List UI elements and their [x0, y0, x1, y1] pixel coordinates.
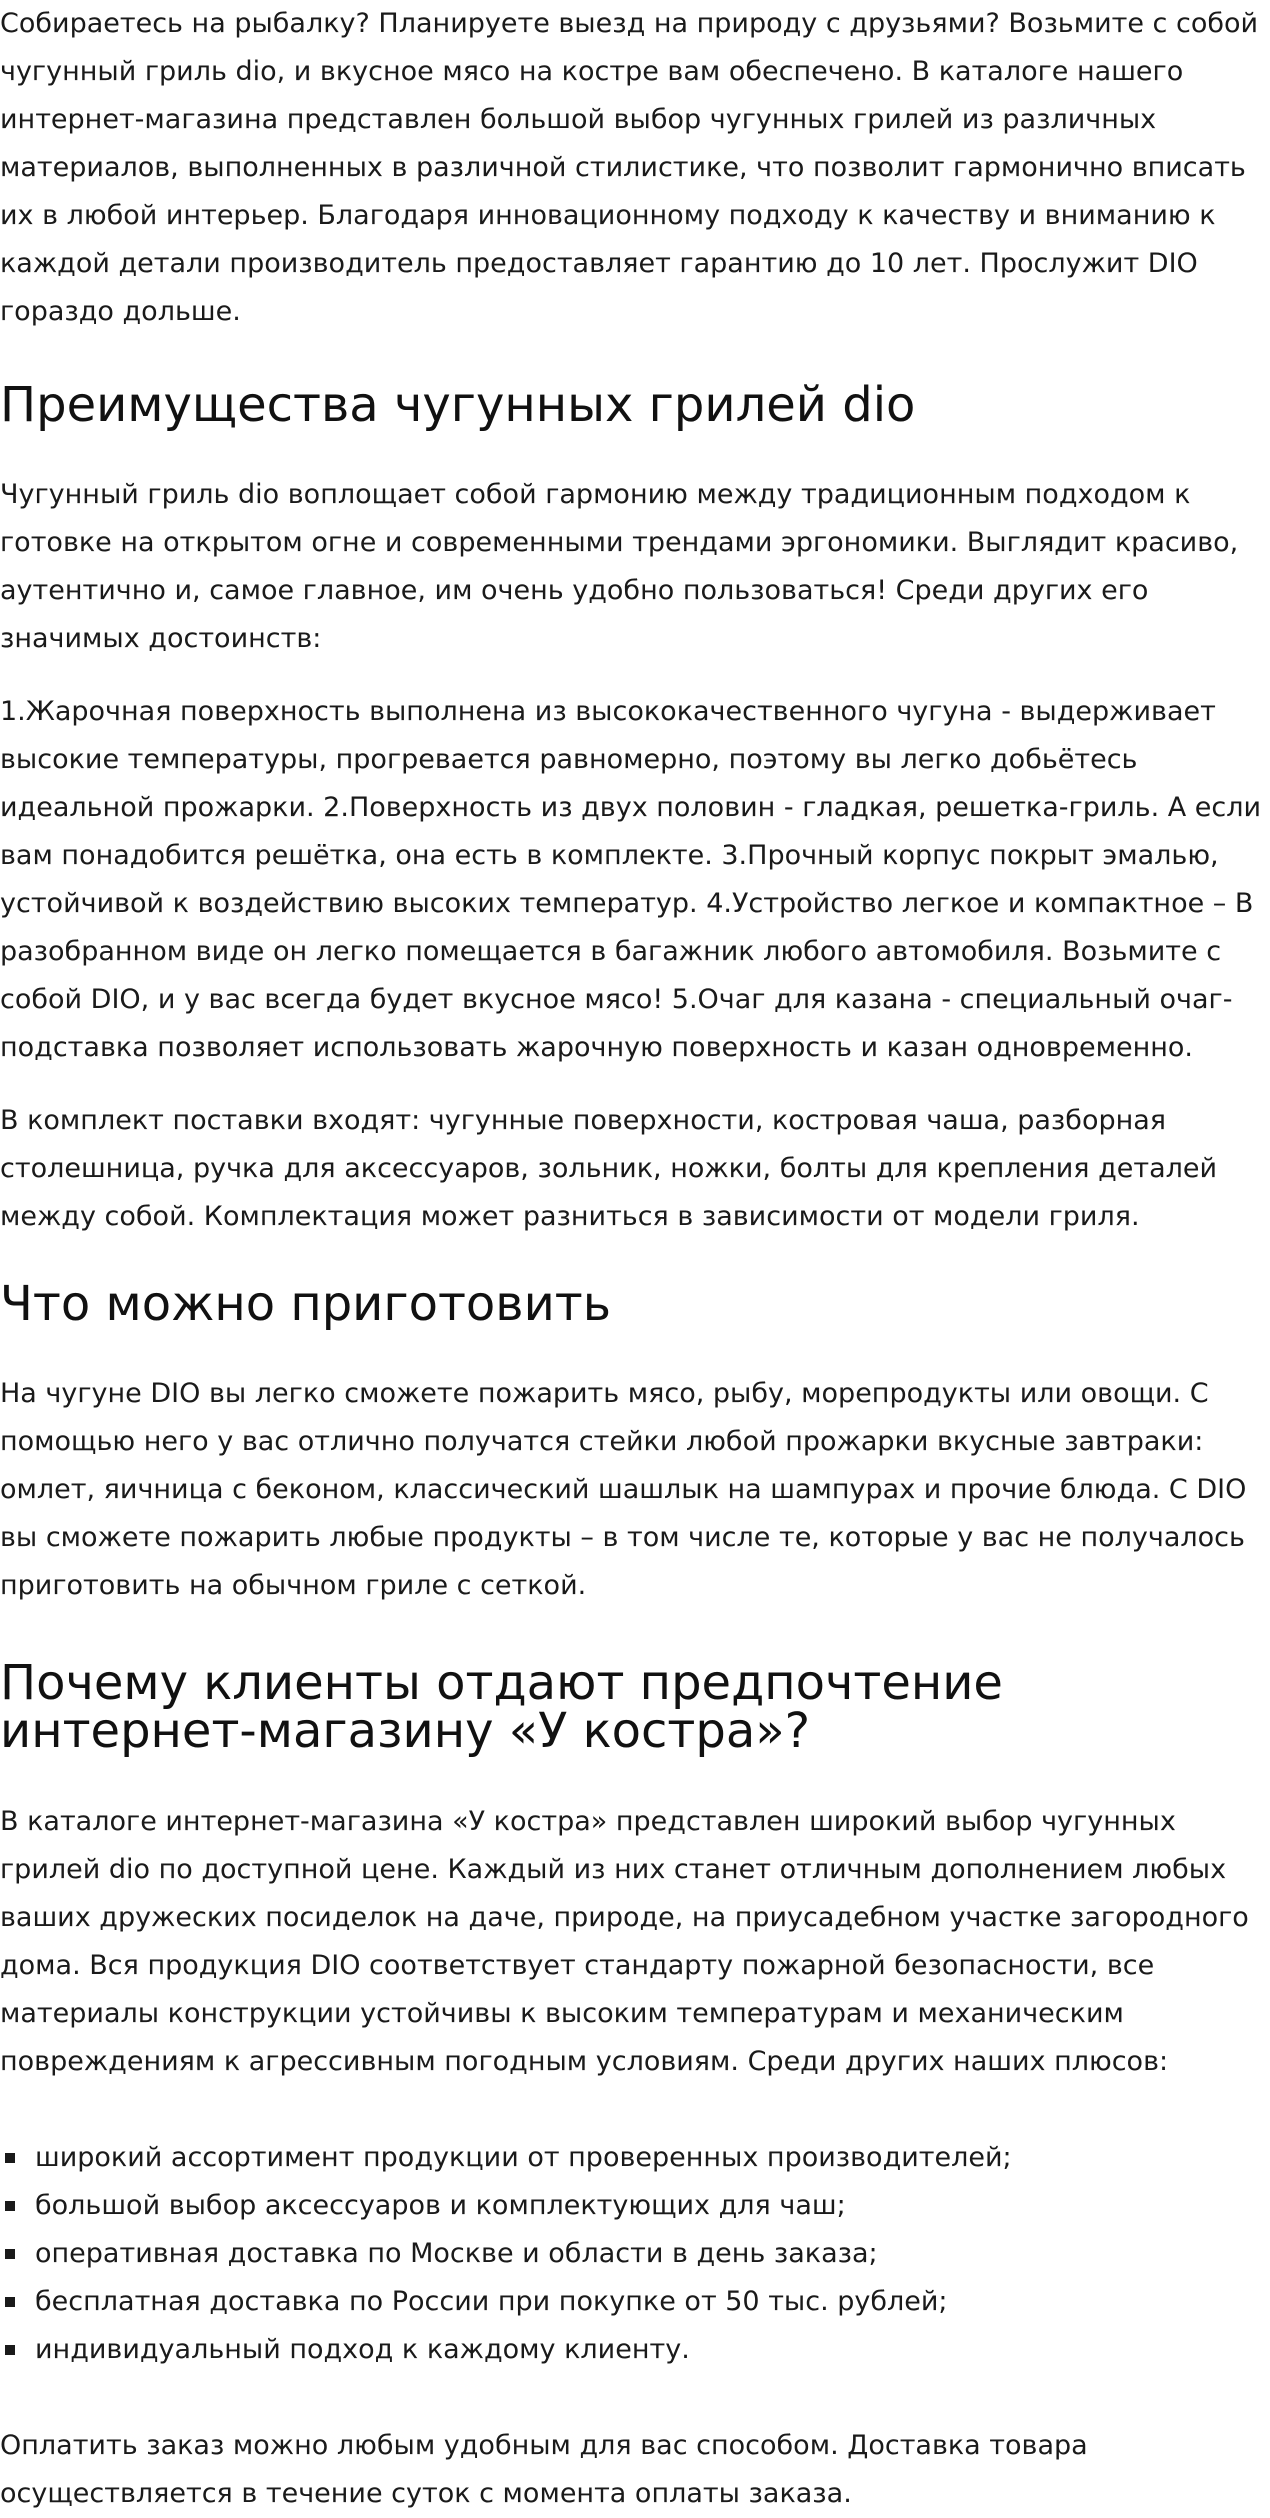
list-item [0, 2326, 1262, 2374]
intro-paragraph: Собираетесь на рыбалку? Планируете выезд на природу с друзьями? Возьмите с собой чугунный гриль dio, и вкусное мясо на костре вам обеспечено. В каталоге нашего интернет-магазина представлен большой выбор чугунных грилей из различных материалов, выполненных в различной стилистике, что позволит гармонично вписать их в любой интерьер. Благодаря инновационному подходу к качеству и вниманию к каждой детали производитель предоставляет гарантию до 10 лет. Прослужит DIO гораздо дольше. [0, 8, 1259, 327]
square-bullet-icon [5, 2201, 15, 2211]
list-item-text: широкий ассортимент продукции от проверенных производителей; [35, 2142, 1012, 2173]
list-item [0, 2182, 1262, 2230]
cook-heading: Что можно приготовить [0, 1276, 612, 1332]
list-item-text: индивидуальный подход к каждому клиенту. [35, 2334, 690, 2365]
square-bullet-icon [5, 2249, 15, 2259]
list-item [0, 2230, 1262, 2278]
advantages-paragraph: Чугунный гриль dio воплощает собой гармонию между традиционным подходом к готовке на открытом огне и современными трендами эргономики. Выглядит красиво, аутентично и, самое главное, им очень удобно пользоваться! Среди других его значимых достоинств: [0, 479, 1239, 654]
kit-paragraph: В комплект поставки входят: чугунные поверхности, костровая чаша, разборная столешница, ручка для аксессуаров, зольник, ножки, болты для крепления деталей между собой. Комплектация может разниться в зависимости от модели гриля. [0, 1105, 1218, 1232]
advantages-list-paragraph: 1.Жарочная поверхность выполнена из высококачественного чугуна - выдерживает высокие температуры, прогревается равномерно, поэтому вы легко добьётесь идеальной прожарки. 2.Поверхность из двух половин - гладкая, решетка-гриль. А если вам понадобится решётка, она есть в комплекте. 3.Прочный корпус покрыт эмалью, устойчивой к воздействию высоких температур. 4.Устройство легкое и компактное – В разобранном виде он легко помещается в багажник любого автомобиля. Возьмите с собой DIO, и у вас всегда будет вкусное мясо! 5.Очаг для казана - специальный очаг-подставка позволяет использовать жарочную поверхность и казан одновременно. [0, 696, 1262, 1063]
benefits-list [0, 2134, 1262, 2374]
advantages-heading: Преимущества чугунных грилей dio [0, 377, 916, 433]
cook-paragraph: На чугуне DIO вы легко сможете пожарить мясо, рыбу, морепродукты или овощи. С помощью него у вас отлично получатся стейки любой прожарки вкусные завтраки: омлет, яичница с беконом, классический шашлык на шампурах и прочие блюда. С DIO вы сможете пожарить любые продукты – в том числе те, которые у вас не получалось приготовить на обычном гриле с сеткой. [0, 1378, 1247, 1601]
list-item-text: оперативная доставка по Москве и области в день заказа; [35, 2238, 878, 2269]
list-item [0, 2278, 1262, 2326]
square-bullet-icon [5, 2297, 15, 2307]
square-bullet-icon [5, 2345, 15, 2355]
square-bullet-icon [5, 2153, 15, 2163]
why-paragraph: В каталоге интернет-магазина «У костра» представлен широкий выбор чугунных грилей dio по доступной цене. Каждый из них станет отличным дополнением любых ваших дружеских посиделок на даче, природе, на приусадебном участке загородного дома. Вся продукция DIO соответствует стандарту пожарной безопасности, все материалы конструкции устойчивы к высоким температурам и механическим повреждениям к агрессивным погодным условиям. Среди других наших плюсов: [0, 1806, 1249, 2077]
list-item-text: бесплатная доставка по России при покупке от 50 тыс. рублей; [35, 2286, 948, 2317]
why-heading: Почему клиенты отдают предпочтение интернет-магазину «У костра»? [0, 1655, 1003, 1759]
payment-paragraph: Оплатить заказ можно любым удобным для вас способом. Доставка товара осуществляется в течение суток с момента оплаты заказа. [0, 2430, 1088, 2509]
list-item-text: большой выбор аксессуаров и комплектующих для чаш; [35, 2190, 846, 2221]
list-item [0, 2134, 1262, 2182]
